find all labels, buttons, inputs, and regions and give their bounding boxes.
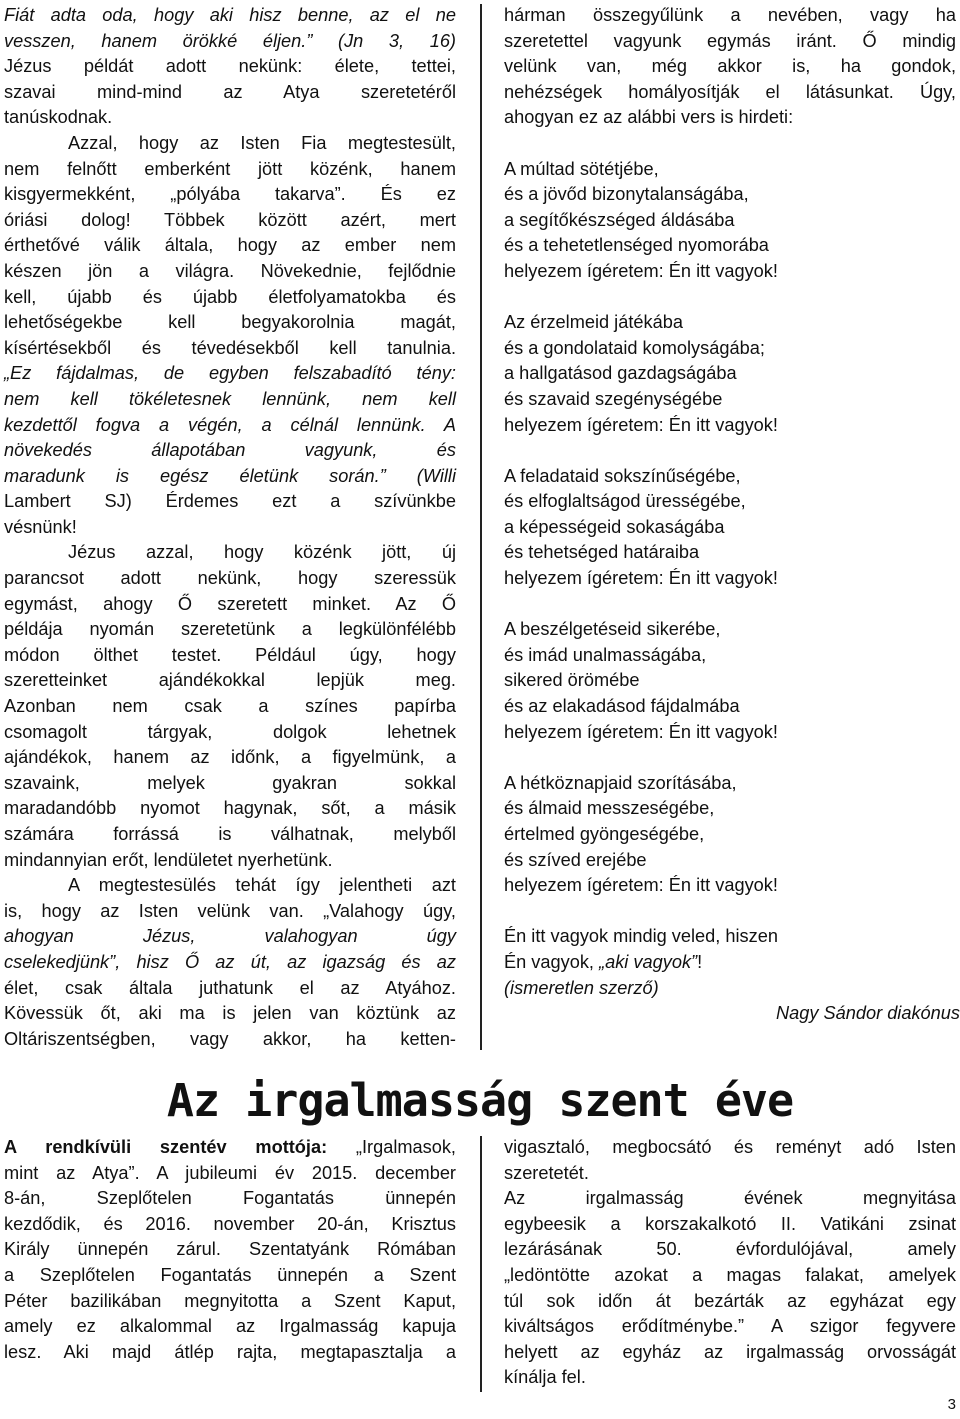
text-line: Azonban nem csak a színes papírba <box>4 696 456 717</box>
text-line: kiváltságos erődítménybe.” A szigor fegyvere <box>504 1316 956 1337</box>
text-line: ajándékok, hanem az időnk, a figyelmünk, a <box>4 747 456 768</box>
text-line: szeretteinket ajándékokkal lepjük meg. <box>4 670 456 691</box>
column-divider <box>480 4 482 1050</box>
poem-line: helyezem ígéretem: Én itt vagyok! <box>504 875 778 896</box>
text-line: helyett az egyház az irgalmasság orvosságát <box>504 1341 956 1362</box>
text-line: lesz. Aki majd átlép rajta, megtapasztalja a <box>4 1341 456 1362</box>
poem-line: helyezem ígéretem: Én itt vagyok! <box>504 568 778 589</box>
poem-line: A múltad sötétjébe, <box>504 158 659 179</box>
poem-line: és álmaid messzeségébe, <box>504 798 715 819</box>
section-title: Az irgalmasság szent éve <box>166 1074 794 1127</box>
poem-line: és a tehetetlenséged nyomorába <box>504 235 769 256</box>
text-line: lehetőségekbe kell begyakorolnia magát, <box>4 312 456 333</box>
poem-line: helyezem ígéretem: Én itt vagyok! <box>504 260 778 281</box>
text-line: hárman összegyűlünk a nevében, vagy ha <box>504 5 956 25</box>
text-line: érthetővé válik általa, hogy az ember nem <box>4 235 456 256</box>
text-line: lezárásának 50. évfordulójával, amely <box>504 1239 956 1260</box>
poem-line: a képességeid sokaságába <box>504 516 725 537</box>
text-line: nehézségek homályosítják el látásunkat. Úgy, <box>504 81 956 102</box>
text-line: módon ölthet testet. Például úgy, hogy <box>4 644 456 665</box>
text-line: készen jön a világra. Növekednie, fejlődnie <box>4 260 456 281</box>
text-line: „ledöntötte azokat a magas falakat, amelyek <box>504 1264 956 1285</box>
text-line: szeretettel vagyunk egymás iránt. Ő mindig <box>504 30 956 51</box>
text-line: egymást, ahogy Ő szeretett minket. Az Ő <box>4 593 456 614</box>
text-line: maradunk is egész életünk során.” (Willi <box>4 465 456 486</box>
poem-line: és az elakadásod fájdalmába <box>504 696 740 717</box>
motto-lead: A rendkívüli szentév mottója: <box>4 1137 328 1157</box>
text-line: vésnünk! <box>4 516 77 537</box>
text-line: tanúskodnak. <box>4 107 113 128</box>
text-line: kínálja fel. <box>504 1367 586 1388</box>
text-line: kezdődik, és 2016. november 20-án, Krisztus <box>4 1213 456 1234</box>
text-line: cselekedjünk”, hisz Ő az út, az igazság és az <box>4 951 456 972</box>
text-line: a Szeplőtelen Fogantatás ünnepén a Szent <box>4 1264 456 1285</box>
poem-source: (ismeretlen szerző) <box>504 977 659 998</box>
left-column-top <box>4 3 456 1052</box>
text-line: vigasztaló, megbocsátó és reményt adó Isten <box>504 1137 956 1157</box>
poem-stanza <box>504 464 956 592</box>
text-line: A rendkívüli szentév mottója: „Irgalmasok, <box>4 1137 456 1157</box>
text-line: Péter bazilikában megnyitotta a Szent Kaput, <box>4 1290 456 1311</box>
poem-line: a segítőkészséged áldásába <box>504 209 735 230</box>
poem-line: és elfoglaltságod ürességébe, <box>504 491 746 512</box>
poem-line: és szavaid szegénységébe <box>504 388 723 409</box>
text-line: velünk van, még akkor is, ha gondok, <box>504 56 956 77</box>
text-line: kezdettől fogva a végén, a célnál lennünk. A <box>4 414 456 435</box>
text-line: Kövessük őt, aki ma is jelen van köztünk az <box>4 1003 456 1024</box>
column-divider <box>480 1136 482 1392</box>
text-line: kell, újabb és újabb életfolyamatokba és <box>4 286 456 307</box>
text-line: Jézus azzal, hogy közénk jött, új <box>68 542 456 563</box>
poem-line: A beszélgetéseid sikerébe, <box>504 619 721 640</box>
text-line: túl sok időn át bezárták az egyházat egy <box>504 1290 956 1311</box>
poem-closing-line: Én itt vagyok mindig veled, hiszen <box>504 926 778 947</box>
page-number: 3 <box>947 1396 956 1413</box>
left-column-bottom <box>4 1135 456 1365</box>
text-line: szavai mind-mind az Atya szeretetéről <box>4 81 456 102</box>
text-line: 8-án, Szeplőtelen Fogantatás ünnepén <box>4 1188 456 1209</box>
text-line: szavaink, melyek gyakran sokkal <box>4 772 456 793</box>
text-line: növekedés állapotában vagyunk, és <box>4 440 456 461</box>
text-line: Lambert SJ) Érdemes ezt a szívünkbe <box>4 491 456 512</box>
text-line: Oltáriszentségben, vagy akkor, ha ketten- <box>4 1028 456 1049</box>
poem-line: értelmed gyöngeségébe, <box>504 824 705 844</box>
poem-stanza <box>504 771 956 899</box>
poem-stanza <box>504 157 956 285</box>
poem-line: Az érzelmeid játékába <box>504 312 683 333</box>
poem-line: sikered örömébe <box>504 670 640 691</box>
text-line: nem felnőtt emberként jött közénk, hanem <box>4 158 456 179</box>
text-line: amely ez alkalommal az Irgalmasság kapuja <box>4 1316 456 1337</box>
text-line: Azzal, hogy az Isten Fia megtestesült, <box>68 132 456 153</box>
text-line: Az irgalmasság évének megnyitása <box>504 1188 956 1209</box>
poem-closing-line: Én vagyok, „aki vagyok”! <box>504 951 703 972</box>
text-line: A megtestesülés tehát így jelentheti azt <box>68 875 456 896</box>
text-line: mindannyian erőt, lendületet nyerhetünk. <box>4 849 333 870</box>
poem-line: a hallgatásod gazdagságába <box>504 363 737 384</box>
text-line: ahogyan ez az alábbi vers is hirdeti: <box>504 107 794 128</box>
poem-line: és szíved erejébe <box>504 849 647 870</box>
author-signature: Nagy Sándor diakónus <box>775 1003 960 1024</box>
text-line: maradandóbb nyomot hagynak, sőt, a másik <box>4 798 456 819</box>
text-line: is, hogy az Isten velünk van. „Valahogy úgy, <box>4 900 456 921</box>
poem-stanza <box>504 617 956 745</box>
poem-line: A hétköznapjaid szorításába, <box>504 772 737 793</box>
text-line: ahogyan Jézus, valahogyan úgy <box>4 926 456 947</box>
poem-stanza <box>504 310 956 438</box>
text-line: példája nyomán szeretetünk a legkülönfélébb <box>4 619 456 640</box>
text-line: „Ez fájdalmas, de egyben felszabadító tény: <box>4 363 456 384</box>
text-line: szeretetét. <box>504 1162 589 1183</box>
poem-line: és tehetséged határaiba <box>504 542 700 563</box>
text-line: Fiát adta oda, hogy aki hisz benne, az el ne <box>4 5 456 25</box>
poem-line: és a jövőd bizonytalanságába, <box>504 184 749 205</box>
text-line: számára forrássá is válhatnak, melyből <box>4 824 456 844</box>
text-line: élet, csak általa juthatunk el az Atyához. <box>4 977 456 998</box>
text-line: nem kell tökéletesnek lennünk, nem kell <box>4 388 456 409</box>
poem-line: és imád unalmasságába, <box>504 644 707 665</box>
right-column-top <box>504 3 960 1027</box>
text-line: parancsot adott nekünk, hogy szeressük <box>4 568 456 589</box>
poem-line: helyezem ígéretem: Én itt vagyok! <box>504 721 778 742</box>
text-line: vesszen, hanem örökké éljen.” (Jn 3, 16) <box>4 30 456 51</box>
text-line: mint az Atya”. A jubileumi év 2015. december <box>4 1162 456 1183</box>
text-line: csomagolt tárgyak, dolgok lehetnek <box>4 721 456 742</box>
text-line: Király ünnepén zárul. Szentatyánk Rómában <box>4 1239 456 1260</box>
poem-line: A feladataid sokszínűségébe, <box>504 465 741 486</box>
right-column-bottom <box>504 1135 956 1391</box>
text-line: kisgyermekként, „pólyába takarva”. És ez <box>4 184 456 205</box>
poem-line: és a gondolataid komolyságába; <box>504 337 765 358</box>
text-line: Jézus példát adott nekünk: élete, tettei, <box>4 56 456 77</box>
text-line: óriási dolog! Többek között azért, mert <box>4 209 456 230</box>
text-line: egybeesik a korszakalkotó II. Vatikáni zsinat <box>504 1213 956 1234</box>
text-line: kísértésekből és tévedésekből kell tanulnia. <box>4 337 456 358</box>
poem-line: helyezem ígéretem: Én itt vagyok! <box>504 414 778 435</box>
